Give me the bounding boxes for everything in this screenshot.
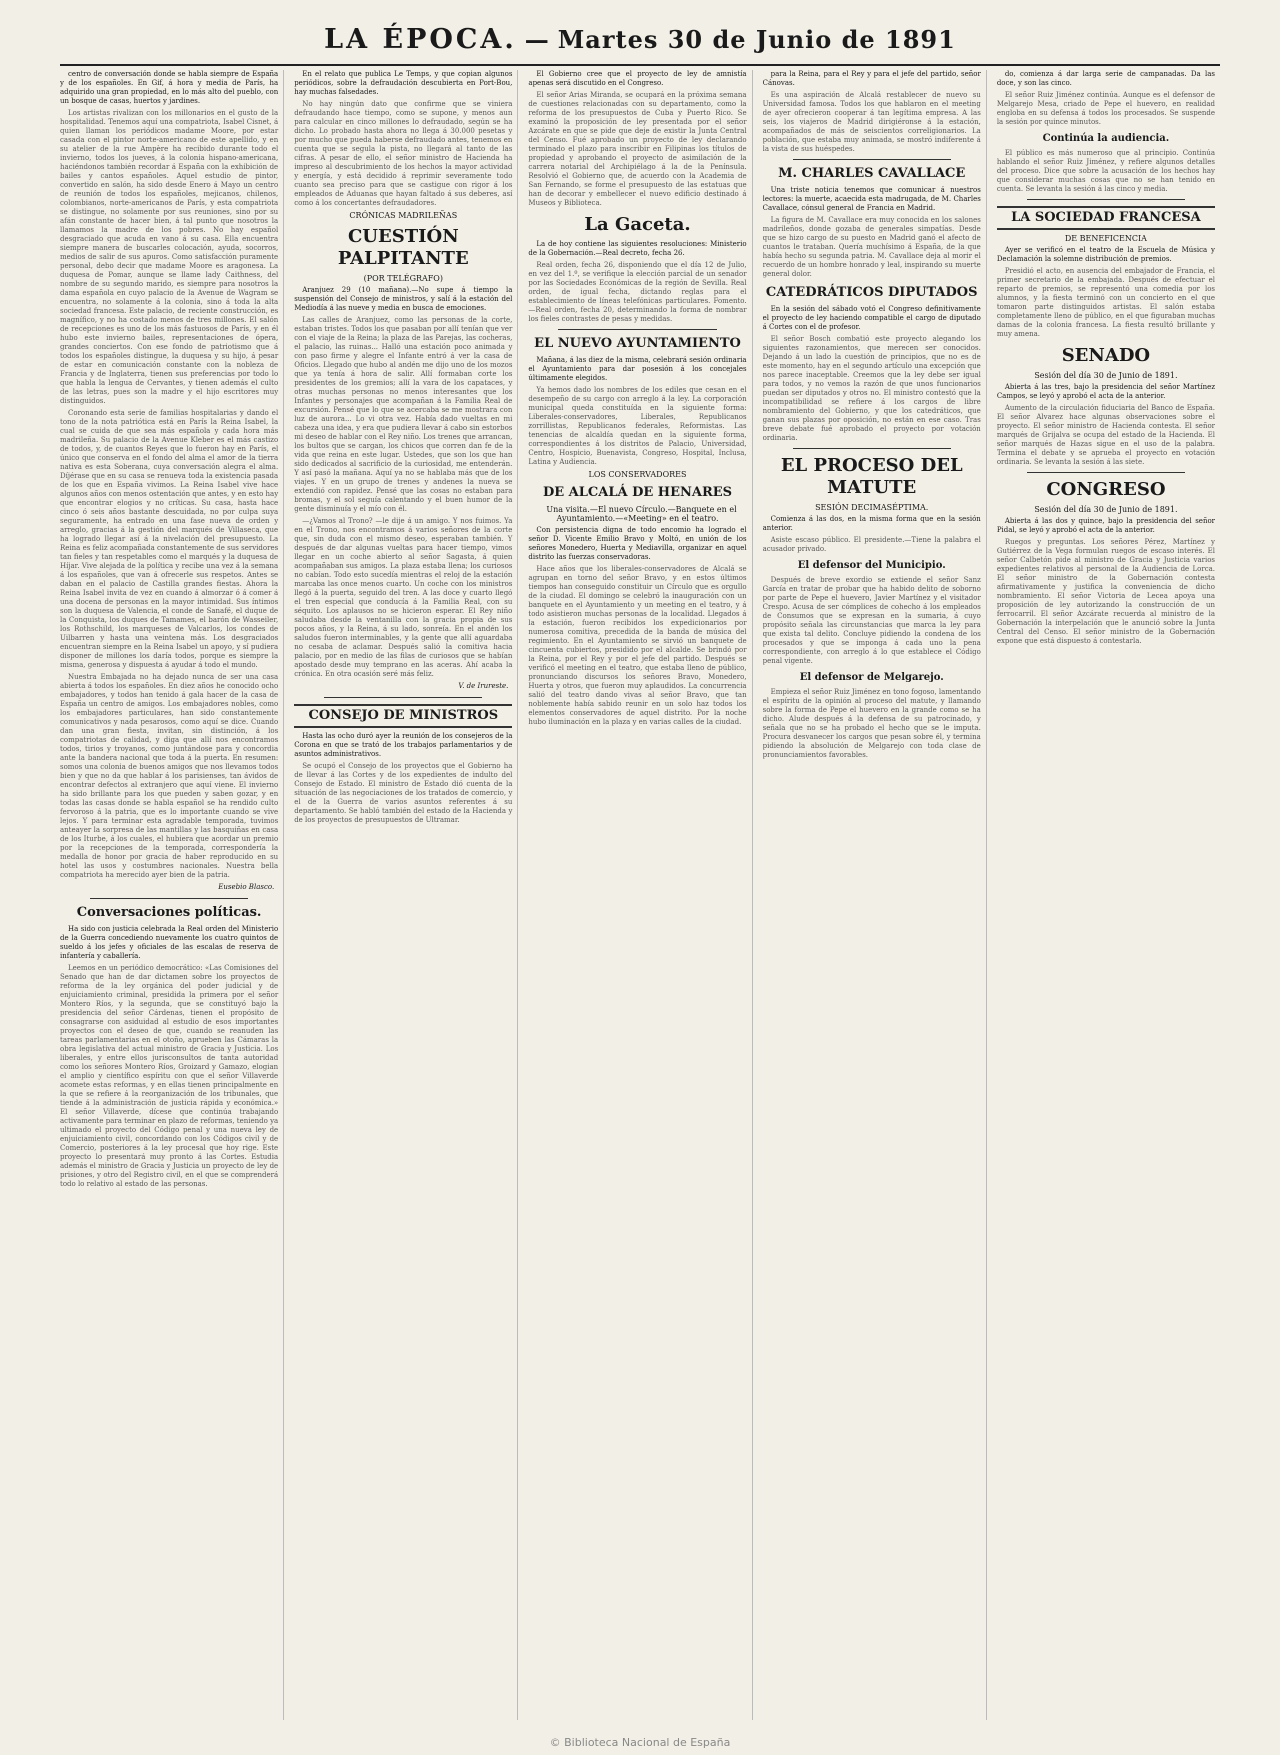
body-text-block: El señor Arias Miranda, se ocupará en la próxima semana de cuestiones relacionadas con su departamento, como la reforma de los presupuestos de Cuba y Puerto Rico. Se examinó la proposición de ley presentada por el señor Azcárate en que se pide que deje de existir la Junta Central del Censo. Fué aprobado un proyecto de ley declarando terminado el plazo para inscribir en Filipinas los títulos de propiedad y aprobando el proyecto de asimilación de la carrera notarial del Archipiélago á la de la Península. Resolvió el Gobierno que, de acuerdo con la Academia de San Fernando, se forme el presupuesto de las estatuas que han de decorar y embellecer el nuevo edificio destinado á Museos y Biblioteca. — [528, 91, 747, 207]
divider — [793, 159, 951, 160]
body-text-block: Los artistas rivalizan con los millonarios en el gusto de la hospitalidad. Tenemos aquí una compatriota, Isabel Cisnet, á quien llaman los periódicos madame Moore, por estar casada con el pintor norte-americano de este apellido, y en su atelier de la rue Ampère ha recibido durante todo el invierno, todos los jueves, á la colonia hispano-americana, haciéndonos también recordar á España con la exhibición de bailes y cantos españoles. Aquel estudio de pintor, convertido en salón, ha sido desde Enero á Mayo un centro de reunión de todos los españoles, mejicanos, chilenos, colombianos, norte-americanos de París, y esta compatriota se distingue, no solamente por sus reuniones, sino por su afán constante de hacer bien, á tal punto que nosotros la llamamos la madre de los pobres. No hay español desgraciado que acuda en vano á su casa. Ella encuentra siempre manera de buscarles colocación, ayuda, socorros, medios de salir de sus apuros. Como satisfacción puramente personal, debo decir que madame Moore es aragonesa. La duquesa de Pomar, aunque se llame lady Caithness, del nombre de su segundo marido, es siempre para nosotros la dama española en cuyo palacio de la Avenue de Wagram se encuentra, no solamente á la colonia, sino á toda la alta sociedad francesa. Este palacio, de reciente construcción, es magnífico, y no ha costado menos de tres millones. El salón de recepciones es uno de los más fastuosos de París, y en él hubo este invierno bailes, representaciones de ópera, grandes conciertos. Con ese fondo de patriotismo que á todos los españoles distingue, la duquesa y su hijo, á pesar de estar en comunicación constante con la nobleza de Francia y de Inglaterra, tienen sus preferencias por todo lo que habla la lengua de Cervantes, y tienen además el culto de las letras, pues son la madre y el hijo escritores muy distinguidos. — [60, 109, 279, 405]
article-text: Ayer se verificó en el teatro de la Escuela de Música y Declamación la solemne distribución de premios. — [996, 246, 1216, 263]
body-text-block: Se ocupó el Consejo de los proyectos que el Gobierno ha de llevar á las Cortes y de los expedientes de indulto del Consejo de Estado. El ministro de Estado dió cuenta de la situación de las negociaciones de los tratados de comercio, y el de la Guerra de varios asuntos referentes á su departamento. Se habló también del estado de la Hacienda y de los proyectos de presupuestos de Ultramar. — [294, 762, 513, 824]
body-text-block: —¿Vamos al Trono? —le dije á un amigo. Y nos fuimos. Ya en el Trono, nos encontramos á varios señores de la corte que, sin duda con el mismo deseo, esperaban también. Y después de dar algunas vueltas para hacer tiempo, vimos llegar en un coche abierto al señor Sagasta, á quien acompañaban sus amigos. La plaza estaba llena; los curiosos no cabían. Todo esto sucedía mientras el reloj de la estación marcaba las once menos cuarto. Un coche con los ministros llegó á la puerta, seguido del tren. A las doce y cuarto llegó el tren especial que conducía á la Familia Real, con su séquito. Los aplausos no se hicieron esperar. El Rey niño saludaba desde la ventanilla con la gracia propia de sus pocos años, y la Reina, á su lado, sonreía. En el andén los saludos fueron interminables, y la gente que allí aguardaba no cesaba de aclamar. Después salió la comitiva hacia palacio, por en medio de las filas de curiosos que se habían apostado desde muy temprano en las aceras. Ahí acaba la crónica. En otra ocasión seré más feliz. — [294, 517, 513, 678]
article-subheading: El defensor de Melgarejo. — [799, 672, 944, 683]
divider — [1027, 199, 1185, 200]
article-subheading: SESIÓN DECIMASÉPTIMA. — [815, 503, 929, 512]
article-heading: SENADO — [1061, 345, 1151, 366]
article-text: do, comienza á dar larga serie de campanadas. Da las doce, y son las cinco. — [996, 70, 1216, 87]
article-text: Comienza á las dos, en la misma forma que en la sesión anterior. — [762, 515, 981, 532]
article-heading: Conversaciones políticas. — [76, 905, 262, 920]
article-text: Ha sido con justicia celebrada la Real orden del Ministerio de la Guerra concediendo nuevamente los cuatro quintos de sueldo á los jefes y oficiales de las escalas de reserva de infantería y caballería. — [60, 925, 279, 960]
article-signature: Eusebio Blasco. — [218, 883, 275, 891]
divider — [793, 448, 951, 449]
article-text: Una triste noticia tenemos que comunicar á nuestros lectores: la muerte, acaecida esta madrugada, de M. Charles Cavallace, cónsul general de Francia en Madrid. — [762, 186, 981, 212]
column-5 — [997, 70, 1220, 1720]
article-text: La de hoy contiene las siguientes resoluciones: Ministerio de la Gobernación.—Real decreto, fecha 26. — [528, 240, 747, 257]
body-text-block: El señor Ruiz Jiménez continúa. Aunque es el defensor de Melgarejo Mesa, criado de Pepe el huevero, en realidad engloba en su defensa á todos los procesados. Se suspende la sesión por quince minutos. — [996, 91, 1216, 126]
issue-date: Martes 30 de Junio de 1891 — [557, 24, 956, 54]
body-text-block: Real orden, fecha 26, disponiendo que el día 12 de Julio, en vez del 1.º, se verifique la elección parcial de un senador por las Sociedades Económicas de la región de Sevilla. Real orden, de igual fecha, dictando reglas para el establecimiento de líneas telefónicas particulares. Fomento.—Real orden, fecha 20, determinando la forma de nombrar los fieles contrastes de pesas y medidas. — [528, 261, 747, 323]
column-3 — [528, 70, 752, 1720]
body-text-block: Aumento de la circulación fiduciaria del Banco de España. El señor Alvarez hace algunas observaciones sobre el proyecto. El señor ministro de Hacienda contesta. El señor marqués de Grijalva se ocupa del estado de la Hacienda. El señor marqués de Hazas sigue en el uso de la palabra. Termina el debate y se aprueba el proyecto en votación ordinaria. Se levanta la sesión á las siete. — [996, 404, 1216, 466]
article-subheading: Una visita.—El nuevo Círculo.—Banquete en el Ayuntamiento.—«Meeting» en el teatro. — [546, 505, 737, 523]
article-heading: CUESTIÓN PALPITANTE — [337, 226, 469, 269]
article-heading: CONSEJO DE MINISTROS — [294, 704, 512, 728]
section-label: CRÓNICAS MADRILEÑAS — [349, 211, 458, 220]
article-heading: M. CHARLES CAVALLACE — [778, 166, 966, 181]
article-heading: CATEDRÁTICOS DIPUTADOS — [765, 285, 978, 300]
body-text-block: El público es más numeroso que al principio. Continúa hablando el señor Ruiz Jiménez, y refiere algunos detalles del proceso. Dice que sobre la acusación de los hechos hay que considerar muchas cosas que no se han tenido en cuenta. Se levanta la sesión á las cinco y media. — [996, 149, 1216, 193]
article-heading: DE ALCALÁ DE HENARES — [542, 485, 733, 500]
body-text-block: Es una aspiración de Alcalá restablecer de nuevo su Universidad famosa. Todos los que hablaron en el meeting de ayer ofrecieron cooperar á tan legítima empresa. A las seis, los viajeros de Madrid dirigiéronse á la estación, acompañados de más de seiscientos correligionarios. La población, que estaba muy animada, se mostró indiferente á la vista de sus huéspedes. — [762, 91, 981, 153]
body-text-block: La figura de M. Cavallace era muy conocida en los salones madrileños, donde gozaba de generales simpatías. Desde que se hizo cargo de su puesto en Madrid ganó el afecto de cuantos le trataban. Quería muchísimo á España, de la que había hecho su segunda patria. M. Cavallace deja al morir el recuerdo de un hombre honrado y leal, inspirando su muerte general dolor. — [762, 216, 981, 278]
article-subheading: Sesión del día 30 de Junio de 1891. — [1034, 505, 1178, 514]
article-heading: LA SOCIEDAD FRANCESA — [997, 206, 1215, 230]
divider — [324, 697, 482, 698]
article-text: para la Reina, para el Rey y para el jefe del partido, señor Cánovas. — [762, 70, 981, 87]
section-label: LOS CONSERVADORES — [588, 470, 687, 479]
body-text-block: Leemos en un periódico democrático: «Las Comisiones del Senado que han de dar dictamen sobre los proyectos de reforma de la ley orgánica del poder judicial y de enjuiciamiento criminal, presidida la primera por el señor Montero Ríos, y la segunda, que se constituyó bajo la presidencia del señor Cárdenas, tienen el propósito de consagrarse con asiduidad al estudio de esos importantes proyectos con el deseo de que, cuando se reanuden las tareas parlamentarias en el otoño, aprueben las Cámaras la obra legislativa del actual ministro de Gracia y Justicia. Los liberales, y entre ellos jurisconsultos de tanta autoridad como los señores Montero Ríos, Groizard y Gamazo, elogian el amplio y científico espíritu con que el señor Villaverde acomete estas reformas, y en ellas tienen principalmente en la que se refiere á la reorganización de los tribunales, que tiende á la administración de justicia rápida y económica.» El señor Villaverde, dícese que continúa trabajando activamente para terminar en plazo de reformas, teniendo ya ultimado el proyecto del Código penal y una nueva ley de enjuiciamiento civil, concordando con los Códigos civil y de Comercio, posteriores á la ley procesal que hoy rige. Este proyecto lo presentará muy pronto á las Cortes. Estudia además el ministro de Gracia y Justicia un proyecto de ley de prisiones, y otro del Registro civil, en el que se comprenderá todo lo relativo al estado de las personas. — [60, 964, 279, 1188]
column-1 — [60, 70, 284, 1720]
article-heading: EL NUEVO AYUNTAMIENTO — [534, 336, 741, 351]
article-text: Aranjuez 29 (10 mañana).—No supe á tiempo la suspensión del Consejo de ministros, y salí á la estación del Mediodía á las nueve y media en busca de emociones. — [294, 286, 513, 312]
body-text-block: Presidió el acto, en ausencia del embajador de Francia, el primer secretario de la embajada. Después de efectuar el reparto de premios, se representó una comedia por los alumnos, y la fiesta terminó con un concierto en el que tomaron parte distinguidos artistas. El salón estaba completamente lleno de público, en el que figuraban muchas damas de la colonia francesa. La fiesta resultó brillante y muy amena. — [996, 267, 1216, 338]
masthead — [60, 14, 1220, 66]
article-text: Abierta á las tres, bajo la presidencia del señor Martínez Campos, se leyó y aprobó el acta de la anterior. — [996, 383, 1216, 400]
body-text-block: Nuestra Embajada no ha dejado nunca de ser una casa abierta á todos los españoles. En diez años he conocido ocho embajadores, y todos han tenido á gala hacer de la casa de España un centro de amigos. Los embajadores nobles, como los embajadores particulares, han sido constantemente comunicativos y nada pesarosos, como aquí se dice. Cuando dan una gran fiesta, invitan, sin distinción, á los compatriotas de calidad, y diga que allí nos encontramos todos, tirios y troyanos, como juntándose para y concordia ante la bandera nacional que toda á la puerta. En resumen: somos una colonia de buenos amigos que nos llevamos todos bien y que no da que hablar á los parisienses, tan ávidos de encontrar defectos al extranjero que aquí viene. El invierno ha sido brillante para los que pueden y saben gozar, y en todas las casas donde se habla español se ha rendido culto fervoroso á la patria, que es lo importante cuando se vive lejos. Y para terminar esta agradable temporada, tuvimos anteayer la sorpresa de las mantillas y las basquiñas en casa de los Iturbe, á los cuales, el hubiera que acordar un premio por la recepciones de la temporada, correspondería la medalla de honor por gracia de haber reproducido en su hotel las usos y costumbres nacionales. Nuestra bella compatriota ha merecido ayer bien de la patria. — [60, 673, 279, 879]
column-4 — [763, 70, 987, 1720]
column-2 — [294, 70, 518, 1720]
article-heading: EL PROCESO DEL MATUTE — [780, 455, 963, 498]
article-text: En la sesión del sábado votó el Congreso definitivamente el proyecto de ley haciendo compatible el cargo de diputado á Cortes con el de profesor. — [762, 305, 981, 331]
masthead-separator: — — [524, 24, 550, 54]
article-text: Abierta á las dos y quince, bajo la presidencia del señor Pidal, se leyó y aprobó el acta de la anterior. — [996, 517, 1216, 534]
article-subheading: El defensor del Municipio. — [797, 560, 946, 571]
divider — [90, 898, 248, 899]
newspaper-page — [60, 70, 1220, 1720]
article-subheading: Continúa la audiencia. — [1042, 133, 1170, 144]
article-subheading: Sesión del día 30 de Junio de 1891. — [1034, 371, 1178, 380]
article-text: Mañana, á las diez de la misma, celebrará sesión ordinaria el Ayuntamiento para dar posesión á los concejales últimamente elegidos. — [528, 356, 747, 382]
body-text-block: Las calles de Aranjuez, como las personas de la corte, estaban tristes. Todos los que pasaban por allí tenían que ver con el viaje de la Reina; la plaza de las Parejas, las cocheras, el palacio, las ruinas... Halló una estación poco animada y con paso firme y alegre el Infante entró á ver la casa de Oficios. Llegado que hubo al andén me dijo uno de los mozos que ya tenía á hora de salir. Allí formaban corte los presidentes de los gremios; allí la vara de los capataces, y otras muchas personas no menos interesantes que los Infantes y personajes que acompañan á la Familia Real de excursión. Pensé que lo que se acercaba se me mostrara con luz de aurora... Lo vi otra vez. Había dado vueltas en mi cabeza una idea, y era que pudiera llevar á cabo sin estorbos mi deseo de hablar con el Rey niño. Los trenes que arrancan, los bultos que se cargan, los chicos que corren dan fe de la vida que reina en este lugar. Ustedes, que son los que han sido dedicados al sacrificio de la curiosidad, me entenderán. Y así pasó la mañana. Aquí ya no se hablaba más que de los viajes. Y en un grupo de trenes y andenes la nueva se extendió con rapidez. Pensé que las cosas no estaban para bromas, y el sol seguía calentando y el buen humor de la gente disminuía y el mío con él. — [294, 316, 513, 513]
body-text-block: Coronando esta serie de familias hospitalarias y dando el tono de la nota patriótica está en París la Reina Isabel, la cual se cuida de que sea más española y cada hora más madrileña. Su palacio de la Avenue Kleber es el más castizo de todos, y, de cuantos Reyes que lo fueron hay en París, el único que conserva en el fondo del alma el amor de la tierra nativa es esta Soberana, cuya conversación alegra el alma. Díjérase que en su casa se renueva toda la existencia pasada de los que en España vivimos. La Reina Isabel vive hace algunos años con menos ostentación que antes, y en esto hay que encontrar elogios y no críticas. Su casa, hasta hace cinco ó seis años bastante descuidada, no por culpa suya seguramente, ha entrado en una fase nueva de orden y arreglo, gracias á la gestión del marqués de Villaseca, que ha logrado llegar así á la nivelación del presupuesto. La Reina es feliz acompañada constantemente de sus servidores tan fieles y tan respetables como el marqués y la duquesa de Híjar. Vive alejada de la política y recibe una vez á la semana á los españoles, que van á ofrecerle sus respetos. Antes se daban en el palacio de Castilla grandes fiestas. Ahora la Reina Isabel invita de vez en cuando á almorzar ó á comer á una docena de personas en la mayor intimidad. Sus íntimos son la duquesa de Valencia, el conde de Sanafé, el duque de la Conquista, los duques de Tamames, el barón de Wasseiler, los Rothschild, los marqueses de Valcarlos, los condes de Uilbarren y hasta una veintena más. Los desgraciados encuentran siempre en la Reina Isabel un apoyo, y sí pudiera disponer de millones los daría todos, porque es siempre la misma, generosa y dispuesta á ayudar á todo el mundo. — [60, 409, 279, 669]
body-text-block: Asiste escaso público. El presidente.—Tiene la palabra el acusador privado. — [762, 536, 981, 553]
article-text: En el relato que publica Le Temps, y que copian algunos periódicos, sobre la defraudación descubierta en Port-Bou, hay muchas falsedades. — [294, 70, 513, 96]
article-heading: La Gaceta. — [584, 214, 691, 235]
body-text-block: Empieza el señor Ruiz Jiménez en tono fogoso, lamentando el espíritu de la opinión al proceso del matute, y llamando sobre la forma de Pepe el huevero en la grande como se ha dicho. Alude después á la defensa de su patrocinado, y señala que no se ha probado el hecho que se le imputa. Procura desvanecer los cargos que pesan sobre él, y termina pidiendo la absolución de Melgarejo con toda clase de pronunciamientos favorables. — [762, 688, 981, 759]
article-text: Hasta las ocho duró ayer la reunión de los consejeros de la Corona en que se trató de los trabajos parlamentarios y de asuntos administrativos. — [294, 732, 513, 758]
body-text-block: Ya hemos dado los nombres de los ediles que cesan en el desempeño de su cargo con arreglo á la ley. La corporación municipal queda constituída en la siguiente forma: Liberales-conservadores, Liberales, Republicanos zorrillistas, Republicanos federales, Reformistas. Las tenencias de alcaldía quedan en la siguiente forma, correspondientes á los distritos de Palacio, Universidad, Centro, Hospicio, Buenavista, Congreso, Hospital, Inclusa, Latina y Audiencia. — [528, 386, 747, 466]
article-subheading: DE BENEFICENCIA — [1064, 234, 1147, 243]
divider — [558, 329, 716, 330]
article-text: El Gobierno cree que el proyecto de ley de amnistía apenas será discutido en el Congreso. — [528, 70, 747, 87]
library-credit: © Biblioteca Nacional de España — [549, 1736, 731, 1749]
body-text-block: No hay ningún dato que confirme que se viniera defraudando hace tiempo, como se supone, y menos aun para calcular en cinco millones lo defraudado, según se ha dicho. Lo probado hasta ahora no llega á 30.000 pesetas y por mucho que pueda haberse defraudado antes, tenemos en cuenta que se segula la pista, no llegará al tanto de las cifras. A pesar de ello, el señor ministro de Hacienda ha impreso al descubrimiento de los hechos la mayor actividad y energía, y está decidido á reprimir severamente todo cuanto sea preciso para que se castigue con rigor á los empleados de Aduanas que hayan faltado á sus deberes, así como á los concertantes defraudadores. — [294, 100, 513, 207]
body-text-block: El señor Bosch combatió este proyecto alegando los siguientes razonamientos, que merecen ser conocidos. Dejando á un lado la cuestión de principios, que no es de este momento, hay en el segundo artículo una excepción que nos parece inaceptable. Creemos que la ley debe ser igual para todos, y no vemos la razón de que unos funcionarios puedan ser diputados y otros no. El ministro contestó que la incompatibilidad se refiere á los cargos de libre nombramiento del Gobierno, y que los catedráticos, que ganan sus plazas por oposición, no están en ese caso. Tras breve debate fué aprobado el proyecto por votación ordinaria. — [762, 335, 981, 442]
article-signature: V. de Irureste. — [458, 682, 509, 690]
article-text: centro de conversación donde se habla siempre de España y de los españoles. En Gif, á hora y media de París, ha adquirido una gran propiedad, en lo más alto del pueblo, con un bosque de casas, huertos y jardines. — [60, 70, 279, 105]
body-text-block: Hace años que los liberales-conservadores de Alcalá se agrupan en torno del señor Bravo, y en estos últimos tiempos han conseguido constituir un Círculo que es orgullo de la ciudad. El domingo se celebró la inauguración con un banquete en el Ayuntamiento y un meeting en el teatro, y á todo asistieron muchas personas de la localidad. Llegados á la estación, fueron recibidos los expedicionarios por numerosa comitiva, precedida de la banda de música del regimiento. En el Ayuntamiento se sirvió un banquete de cincuenta cubiertos, presidido por el alcalde. Se brindó por la Reina, por el Rey y por el jefe del partido. Después se verificó el meeting en el teatro, que estaba lleno de público, pronunciando discursos los señores Bravo, Monedero, Huerta y otros, que fueron muy aplaudidos. La concurrencia salió del teatro dando vivas al señor Bravo, que tan noblemente había sabido reunir en un solo haz todos los elementos conservadores de aquel distrito. Por la noche hubo iluminación en la plaza y en varias calles de la ciudad. — [528, 565, 747, 726]
article-subheading: (POR TELÉGRAFO) — [363, 274, 443, 283]
body-text-block: Después de breve exordio se extiende el señor Sanz García en tratar de probar que ha habido delito de soborno por parte de Pepe el huevero, Javier Martínez y el visitador Crespo. Acusa de ser cómplices de cohecho á los empleados de Consumos que se expresan en la sumaria, á cuyo propósito señala las circunstancias que marca la ley para que exista tal delito. Concluye pidiendo la condena de los procesados y que se imponga á cada uno la pena correspondiente, con arreglo á lo que establece el Código penal vigente. — [762, 576, 981, 665]
body-text-block: Ruegos y preguntas. Los señores Pérez, Martínez y Gutiérrez de la Vega formulan ruegos de escaso interés. El señor Calbetón pide al ministro de Gracia y Justicia varios expedientes relativos al personal de la Audiencia de Lorca. El señor ministro de la Gobernación contesta afirmativamente y justifica la conveniencia de dicho nombramiento. El señor Victoria de Lecea apoya una proposición de ley autorizando la construcción de un ferrocarril. El señor Azcárate recuerda al ministro de la Gobernación la interpelación que le anunció sobre la Junta Central del Censo. El señor ministro de la Gobernación expone que está dispuesto á contestarla. — [996, 538, 1216, 645]
newspaper-title: LA ÉPOCA. — [324, 23, 517, 55]
divider — [1027, 472, 1185, 473]
article-heading: CONGRESO — [1046, 479, 1166, 500]
article-text: Con persistencia digna de todo encomio ha logrado el señor D. Vicente Emilio Bravo y Moltó, en unión de los señores Monedero, Huerta y Mediavilla, organizar en aquel distrito las fuerzas conservadoras. — [528, 526, 747, 561]
